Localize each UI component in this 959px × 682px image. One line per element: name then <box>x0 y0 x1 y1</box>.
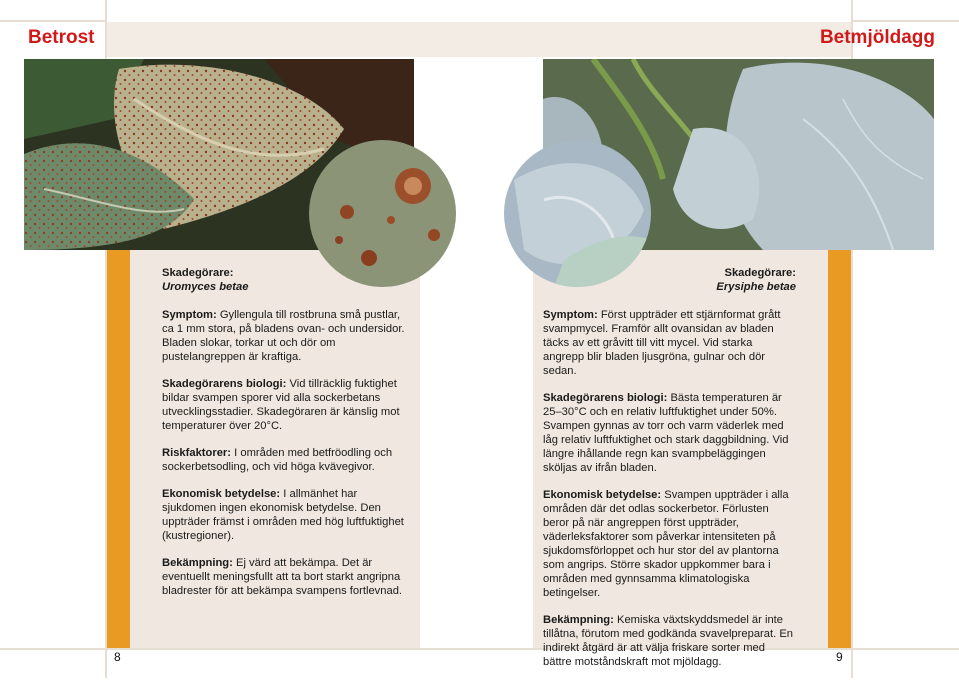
left-pathogen-name: Uromyces betae <box>162 281 249 293</box>
right-control-text: Kemiska växtskyddsmedel är inte tillåtna, förutom med godkända svavelpreparat. En indirekt åtgärd är att välja friskare sorter med bättre motståndskraft mot mjöldagg. <box>543 614 793 668</box>
left-econ-label: Ekonomisk betydelse: <box>162 488 281 500</box>
mildew-closeup <box>504 140 651 287</box>
left-biology <box>162 377 414 433</box>
right-page-number: 9 <box>836 650 843 664</box>
right-biology <box>543 391 796 475</box>
right-symptom <box>543 308 796 378</box>
left-symptom-text: Gyllengula till rostbruna små pustlar, ca 1 mm stora, på bladens ovan- och undersidor. Bladen slokar, torkar ut och dör om pustelangreppen är kraftiga. <box>162 309 405 363</box>
left-biology-text: Vid tillräcklig fuktighet bildar svampen sporer vid alla sockerbetans utvecklingsstadier. Skadegöraren är känslig mot temperaturer över 20°C. <box>162 378 400 432</box>
right-biology-label: Skadegörarens biologi: <box>543 392 668 404</box>
left-page-title: Betrost <box>28 27 95 48</box>
title-band <box>107 22 851 57</box>
right-econ-label: Ekonomisk betydelse: <box>543 489 662 501</box>
left-control <box>162 556 414 598</box>
left-symptom <box>162 308 414 364</box>
left-biology-label: Skadegörarens biologi: <box>162 378 287 390</box>
left-symptom-label: Symptom: <box>162 309 217 321</box>
top-left-rule <box>0 20 105 22</box>
left-pathogen-label: Skadegörare: <box>162 267 234 279</box>
right-econ-text: Svampen uppträder i alla områden där det odlas sockerbetor. Förlusten beror på när angreppen först uppträder, väderleksfaktorer som påverkar intensiteten på sjukdomsförloppet och hur stor del av plantorna som angrips. Större skador uppkommer bara i områden med gynnsamma klimatologiska betingelser. <box>543 489 789 599</box>
top-right-rule <box>853 20 959 22</box>
left-econ <box>162 487 414 543</box>
right-control <box>543 613 796 669</box>
rust-pustule-closeup <box>309 140 456 287</box>
left-control-label: Bekämpning: <box>162 557 233 569</box>
right-pathogen-label: Skadegörare: <box>724 267 796 279</box>
right-symptom-text: Först uppträder ett stjärnformat grått svampmycel. Framför allt ovansidan av bladen täcks av ett gråvitt till vitt mycel. Vid starka angrepp blir bladen ljusgröna, gulnar och dör sedan. <box>543 309 781 377</box>
right-article <box>543 266 796 682</box>
left-control-text: Ej värd att bekämpa. Det är eventuellt meningsfullt att ta bort starkt angripna bladrester för att bekämpa svampens fortlevnad. <box>162 557 403 597</box>
right-pathogen-name: Erysiphe betae <box>716 281 796 293</box>
bottom-rule <box>0 648 959 650</box>
right-symptom-label: Symptom: <box>543 309 598 321</box>
left-risk-text: I områden med betfröodling och sockerbetsodling, och vid höga kvävegivor. <box>162 447 393 473</box>
right-pathogen-block <box>543 266 796 294</box>
right-control-label: Bekämpning: <box>543 614 614 626</box>
left-risk-label: Riskfaktorer: <box>162 447 232 459</box>
right-orange-bar <box>828 250 851 648</box>
left-risk <box>162 446 414 474</box>
left-orange-bar <box>107 250 130 648</box>
right-biology-text: Bästa temperaturen är 25–30°C och en relativ luftfuktighet under 50%. Svampen gynnas av torr och varm väderlek med låg relativ luftfuktighet och stark daggbildning. Vid längre ihållande regn kan svampbeläggingen sköljas av ifrån bladen. <box>543 392 789 474</box>
right-econ <box>543 488 796 600</box>
left-page-number: 8 <box>114 650 121 664</box>
left-econ-text: I allmänhet har sjukdomen ingen ekonomisk betydelse. Den uppträder främst i områden med hög luftfuktighet (kustregioner). <box>162 488 404 542</box>
left-pathogen-block <box>162 266 414 294</box>
left-article <box>162 266 414 611</box>
right-page-title: Betmjöldagg <box>819 27 935 48</box>
